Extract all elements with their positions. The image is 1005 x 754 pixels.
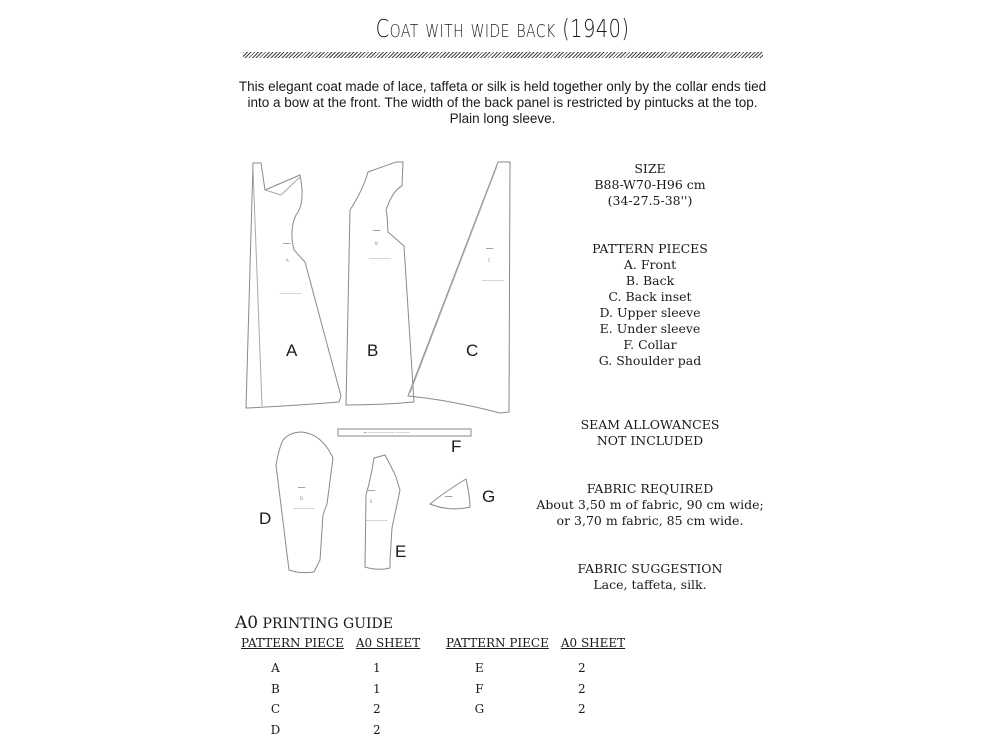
column-header-a0-sheet: A0 SHEET: [355, 636, 421, 650]
fabric-required-line: About 3,50 m of fabric, 90 cm wide;: [536, 497, 764, 512]
pattern-piece-c: [408, 162, 510, 413]
sheet-cell: 1: [373, 681, 381, 696]
size-info: [530, 161, 770, 209]
size-line: B88-W70-H96 cm: [594, 177, 706, 192]
piece-cell: F: [475, 681, 484, 696]
piece-cell: C: [270, 702, 281, 717]
printing-guide-table-right: [446, 636, 643, 720]
seam-allowances-line: NOT INCLUDED: [596, 433, 704, 448]
pattern-piece-item: D. Upper sleeve: [599, 305, 701, 320]
column-header-a0-sheet: A0 SHEET: [560, 636, 626, 650]
table-row: [241, 658, 438, 679]
svg-text:═ ─────────── ──────: ═ ─────────── ──────: [364, 430, 410, 435]
svg-text:─────────: ─────────: [280, 291, 302, 296]
svg-text:═══: ═══: [298, 485, 306, 490]
printing-guide-title-a0: A0: [235, 613, 259, 633]
table-row: [446, 679, 643, 700]
size-line: (34-27.5-38''): [607, 193, 693, 208]
table-row: [446, 658, 643, 679]
pattern-label-c: C: [466, 341, 479, 360]
pattern-label-a: A: [286, 341, 298, 360]
printing-guide-table-left: [241, 636, 438, 740]
svg-text:═══: ═══: [373, 228, 381, 233]
table-row: [241, 699, 438, 720]
page-title: Coat with wide back (1940): [375, 14, 630, 43]
pattern-piece-item: E. Under sleeve: [599, 321, 701, 336]
svg-text:A: A: [286, 258, 289, 263]
pattern-piece-d: [276, 432, 333, 573]
table-row: [241, 679, 438, 700]
svg-text:C: C: [488, 258, 491, 263]
fabric-suggestion-heading: FABRIC SUGGESTION: [577, 561, 723, 576]
svg-text:═══: ═══: [368, 488, 376, 493]
svg-text:─────────: ─────────: [369, 256, 391, 261]
pattern-piece-item: B. Back: [625, 273, 675, 288]
pattern-piece-item: F. Collar: [623, 337, 677, 352]
description: This elegant coat made of lace, taffeta or silk is held together only by the collar ends tied into a bow at the front. The width of the back panel is restricted by pintucks at the top. Plain long sleeve.: [238, 79, 767, 126]
fabric-required-line: or 3,70 m fabric, 85 cm wide.: [556, 513, 744, 528]
fabric-required-info: [530, 481, 770, 529]
pattern-label-f: F: [451, 437, 462, 456]
sheet-cell: 2: [373, 702, 381, 717]
sheet-cell: 1: [373, 661, 381, 676]
pattern-piece-item: A. Front: [623, 257, 677, 272]
pattern-piece-b: [346, 162, 414, 405]
table-row: [446, 699, 643, 720]
sheet-cell: 2: [578, 661, 586, 676]
table-row: [241, 720, 438, 741]
svg-text:═══: ═══: [486, 246, 494, 251]
svg-text:─────────: ─────────: [293, 506, 315, 511]
seam-allowances-line: SEAM ALLOWANCES: [580, 417, 720, 432]
pattern-pieces-info: [530, 241, 770, 369]
svg-text:─────────: ─────────: [366, 518, 388, 523]
svg-text:B: B: [375, 241, 378, 246]
sheet-cell: 2: [373, 722, 381, 737]
svg-text:═══: ═══: [283, 241, 291, 246]
sheet-cell: 2: [578, 681, 586, 696]
piece-cell: D: [270, 722, 281, 737]
fabric-required-heading: FABRIC REQUIRED: [586, 481, 714, 496]
pattern-label-g: G: [482, 487, 496, 506]
fabric-suggestion-info: [530, 561, 770, 593]
pattern-piece-item: G. Shoulder pad: [598, 353, 702, 368]
piece-cell: E: [475, 661, 484, 676]
size-heading: SIZE: [634, 161, 666, 176]
seam-allowances-info: [530, 417, 770, 449]
printing-guide-title: [235, 613, 393, 633]
pattern-piece-item: C. Back inset: [608, 289, 692, 304]
svg-text:─────────: ─────────: [482, 278, 504, 283]
svg-text:D: D: [300, 496, 304, 501]
pattern-label-d: D: [259, 509, 272, 528]
svg-text:E: E: [370, 499, 373, 504]
piece-cell: B: [271, 681, 280, 696]
sheet-cell: 2: [578, 702, 586, 717]
column-header-pattern-piece: PATTERN PIECE: [446, 636, 549, 650]
pattern-pieces-heading: PATTERN PIECES: [592, 241, 708, 256]
piece-cell: A: [271, 661, 280, 676]
fabric-suggestion-line: Lace, taffeta, silk.: [593, 577, 707, 592]
svg-text:═══: ═══: [445, 494, 453, 499]
pattern-label-b: B: [367, 341, 379, 360]
piece-cell: G: [474, 702, 485, 717]
column-header-pattern-piece: PATTERN PIECE: [241, 636, 344, 650]
pattern-label-e: E: [395, 542, 407, 561]
printing-guide-title-rest: PRINTING GUIDE: [258, 616, 393, 632]
